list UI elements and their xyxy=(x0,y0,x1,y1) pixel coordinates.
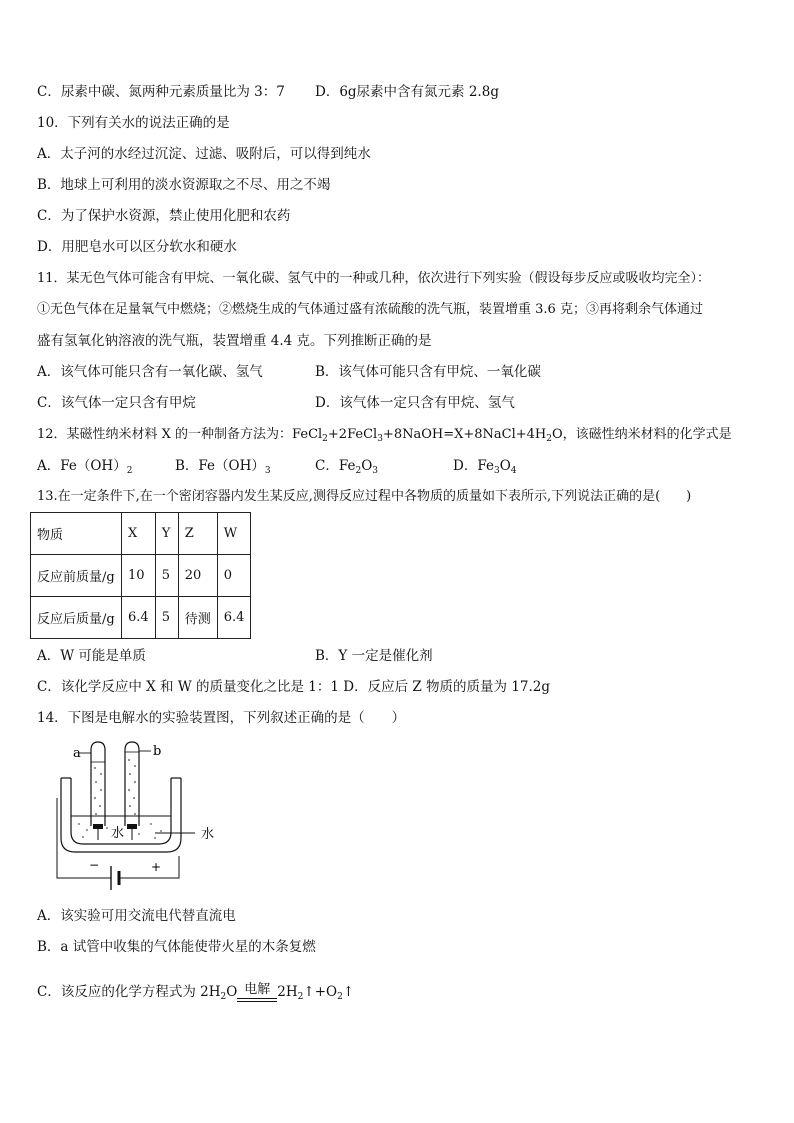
table-header-cell: Y xyxy=(155,513,178,555)
q13-option-b: B．Y 一定是催化剂 xyxy=(315,648,433,664)
label-water: 水 xyxy=(201,827,215,842)
test-tube-b xyxy=(125,742,139,826)
q11-stem-line2: ①无色气体在足量氧气中燃烧；②燃烧生成的气体通过盛有浓硫酸的洗气瓶，装置增重 3.6 克；③再将剩余气体通过 xyxy=(37,302,703,317)
table-cell: 反应后质量/g xyxy=(31,597,122,639)
q11-option-b: B．该气体可能只含有甲烷、一氧化碳 xyxy=(315,364,541,380)
table-cell: 5 xyxy=(155,555,178,597)
label-b: b xyxy=(153,744,162,759)
table-row xyxy=(31,555,251,597)
q11-option-a: A．该气体可能只含有一氧化碳、氢气 xyxy=(37,364,263,380)
q13-option-a: A．W 可能是单质 xyxy=(37,648,146,664)
table-header-cell: X xyxy=(122,513,156,555)
table-cell: 5 xyxy=(155,597,178,639)
reaction-condition: 电解 xyxy=(237,983,277,1002)
q14-stem: 14．下图是电解水的实验装置图，下列叙述正确的是（ ） xyxy=(37,710,406,726)
label-water-inside: 水 xyxy=(111,826,125,841)
test-tube-a xyxy=(91,742,105,826)
electrolysis-apparatus-figure xyxy=(55,738,235,894)
table-header-row xyxy=(31,513,251,555)
table-cell: 6.4 xyxy=(122,597,156,639)
table-cell: 10 xyxy=(122,555,156,597)
q9-option-c: C．尿素中碳、氮两种元素质量比为 3：7 xyxy=(37,84,285,100)
q13-option-cd: C．该化学反应中 X 和 W 的质量变化之比是 1：1 D．反应后 Z 物质的质量为 17.2g xyxy=(37,679,551,695)
q11-stem-line1: 11．某无色气体可能含有甲烷、一氧化碳、氢气中的一种或几种，依次进行下列实验（假设每步反应或吸收均完全）： xyxy=(37,271,711,286)
q13-mass-table xyxy=(30,512,251,639)
table-cell: 0 xyxy=(217,555,251,597)
q12-option-d: D．$Fe_3O_4$ xyxy=(453,458,517,476)
electrode-b xyxy=(127,824,137,829)
table-cell: 待测 xyxy=(178,597,217,639)
label-a: a xyxy=(73,746,81,761)
tube-b-liquid xyxy=(128,759,136,815)
table-cell: 反应前质量/g xyxy=(31,555,122,597)
q12-stem: 12．某磁性纳米材料 X 的一种制备方法为：$FeCl_2+2FeCl_3+8NaOH=X+8NaCl+4H_2O$，该磁性纳米材料的化学式是 xyxy=(37,427,732,444)
q12-option-b: B．$Fe(OH)_3$ xyxy=(175,458,271,476)
table-cell: 20 xyxy=(178,555,217,597)
electrode-a xyxy=(93,824,103,829)
q14-option-b: B．a 试管中收集的气体能使带火星的木条复燃 xyxy=(37,939,316,955)
battery-minus: − xyxy=(89,858,100,872)
table-row xyxy=(31,597,251,639)
table-header-cell: 物质 xyxy=(31,513,122,555)
q12-option-c: C．$Fe_2O_3$ xyxy=(315,458,378,476)
q10-option-d: D．用肥皂水可以区分软水和硬水 xyxy=(37,239,237,255)
table-header-cell: W xyxy=(217,513,251,555)
table-header-cell: Z xyxy=(178,513,217,555)
tube-a-liquid xyxy=(94,767,102,815)
battery-plus: + xyxy=(151,860,162,874)
q13-stem: 13.在一定条件下,在一个密闭容器内发生某反应,测得反应过程中各物质的质量如下表所示,下列说法正确的是( ) xyxy=(37,489,692,504)
q9-option-d: D．6g尿素中含有氮元素 2.8g xyxy=(315,84,499,100)
q11-option-d: D．该气体一定只含有甲烷、氢气 xyxy=(315,395,515,411)
q10-option-a: A．太子河的水经过沉淀、过滤、吸附后，可以得到纯水 xyxy=(37,146,371,162)
q11-option-c: C．该气体一定只含有甲烷 xyxy=(37,395,196,411)
q10-option-c: C．为了保护水资源，禁止使用化肥和农药 xyxy=(37,208,291,224)
table-cell: 6.4 xyxy=(217,597,251,639)
q10-option-b: B．地球上可利用的淡水资源取之不尽、用之不竭 xyxy=(37,177,331,193)
q10-stem: 10．下列有关水的说法正确的是 xyxy=(37,115,230,131)
q11-stem-line3: 盛有氢氧化钠溶液的洗气瓶，装置增重 4.4 克。下列推断正确的是 xyxy=(37,333,432,349)
q12-option-a: A．$Fe(OH)_2$ xyxy=(37,458,133,476)
q14-option-c: C．该反应的化学方程式为 $2H_2O$ 电解 $2H_2↑+O_2↑$ xyxy=(37,982,355,1002)
q14-option-a: A．该实验可用交流电代替直流电 xyxy=(37,908,236,924)
